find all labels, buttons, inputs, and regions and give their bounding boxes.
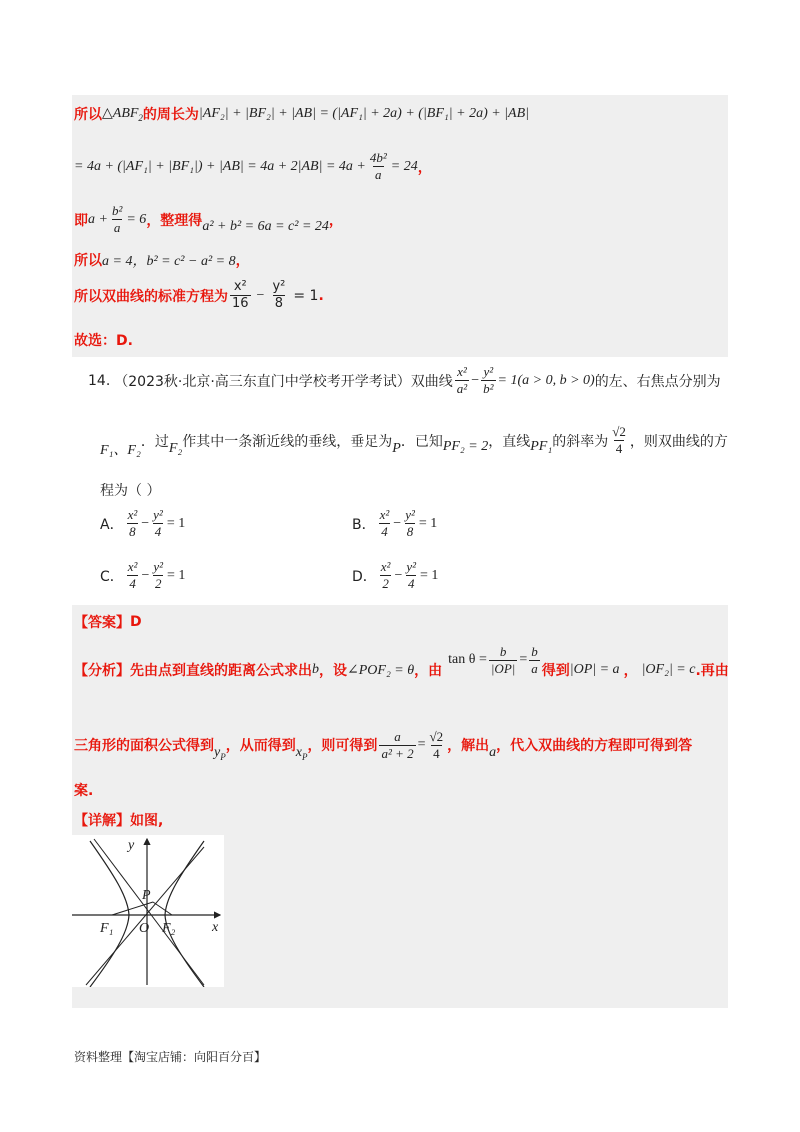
equals-one: = 1 [166, 515, 186, 531]
yp-symbol: $y_P$ [214, 744, 226, 762]
solution-line-4 [74, 250, 250, 270]
text-dairu: ，代入双曲线的方程即可得到答 [496, 738, 693, 754]
question-14-line-3: 程为（ ） [100, 483, 161, 499]
formula-line3-a: a + [88, 211, 108, 227]
text-congerdedao: ，从而得到 [225, 738, 296, 754]
a-symbol: a [489, 745, 497, 760]
left-branch [90, 841, 129, 987]
hyperbola-diagram [72, 835, 224, 987]
analysis-line-3: 案. [74, 783, 94, 799]
text-zekededao: ，则可得到 [307, 738, 378, 754]
angle-pof2: ∠POF₂ = θ [347, 662, 415, 678]
fraction-sqrt2-over-4: $\frac{√2}{4}$ [429, 728, 444, 761]
minus-sign: − [141, 567, 150, 583]
hyperbola-condition: = 1(a > 0, b > 0) [497, 372, 595, 388]
text-she: ，设 [319, 663, 347, 679]
question-number: 14. [88, 372, 111, 389]
option-frac-y: $\frac{\text{y²}}{4}$ [406, 559, 417, 591]
xp-symbol: $x_P$ [295, 744, 308, 762]
text-yizhi: ．已知 [400, 433, 443, 450]
text-standard-equation: 所以双曲线的标准方程为 [74, 288, 228, 305]
equals-one: = 1 [293, 287, 319, 304]
text-then: ，则双曲线的方 [629, 433, 728, 450]
option-b[interactable] [352, 508, 437, 539]
triangle-abf2: $\triangle ABF_2$ [102, 106, 143, 123]
segment-pf2 [153, 902, 172, 915]
analysis-text-2: 三角形的面积公式得到 [74, 738, 214, 754]
pf2-equals-2: PF₂ = 2 [442, 438, 489, 454]
point-p-label: P [142, 888, 151, 903]
y-axis-label: y [128, 838, 135, 853]
perimeter-formula: |AF₂| + |BF₂| + |AB| = (|AF₁| + 2a) + (|BF₁| + 2a) + |AB| [198, 106, 529, 121]
x-axis-label: x [212, 920, 219, 935]
b-symbol: b [312, 662, 319, 677]
text-guo: ．过 [140, 433, 169, 450]
period: . [318, 287, 324, 304]
fraction-4b2-over-a: $\frac{\text{4b²}}{a}$ [369, 150, 387, 182]
comma: ， [623, 663, 638, 679]
option-label: B． [352, 516, 376, 533]
minus-sign: − [393, 515, 402, 531]
text-ji: 即 [74, 212, 88, 229]
analysis-tag: 【分析】 [74, 663, 130, 679]
solution-line-3 [74, 204, 343, 235]
foci-text: 的左、右焦点分别为 [594, 373, 721, 390]
equals-one: = 1 [418, 515, 438, 531]
op-equals-a: |OP| = a [569, 662, 620, 677]
of2-equals-c: |OF₂| = c [641, 662, 696, 677]
text-slope: 的斜率为 [552, 433, 609, 450]
text-perimeter: 的周长为 [142, 107, 199, 123]
pf1-symbol: PF₁ [530, 438, 553, 454]
minus-sign: − [394, 567, 403, 583]
minus-sign: − [471, 372, 480, 388]
question-14-line-2 [100, 425, 728, 456]
comma: ， [417, 159, 432, 176]
fraction-b-over-op: $\frac{b}{|OP|}$ [490, 643, 516, 676]
option-frac-x: $\frac{\text{x²}}{8}$ [127, 507, 138, 539]
answer-value: D [130, 614, 142, 630]
page-footer: 资料整理【淘宝店铺：向阳百分百】 [74, 1050, 267, 1064]
tan-theta: tan θ = [448, 652, 487, 667]
option-frac-x: $\frac{\text{x²}}{2}$ [380, 559, 391, 591]
p-symbol: P [392, 440, 401, 456]
tan-formula [448, 645, 542, 676]
text-zhixian: ，直线 [488, 433, 531, 450]
fraction-b2-over-a: $\frac{\text{b²}}{a}$ [111, 203, 123, 235]
fraction-y2-over-8: $\frac{\text{y²}}{8}$ [272, 279, 286, 311]
analysis-text-1: 先由点到直线的距离公式求出 [130, 663, 312, 679]
text-jiechu: ，解出 [447, 738, 490, 754]
text-zaiyou: .再由 [695, 663, 729, 679]
formula-line4: a = 4，b² = c² − a² = 8 [102, 254, 236, 269]
hyperbola-figure [72, 835, 224, 987]
choose-d: 故选：D. [74, 333, 133, 349]
f2-symbol: F₂ [168, 440, 183, 456]
fraction-b-over-a: $\frac{b}{a}$ [531, 643, 538, 676]
option-frac-x: $\frac{\text{x²}}{4}$ [127, 559, 138, 591]
equals-one: = 1 [167, 567, 186, 583]
formula-line3-b: = 6 [126, 211, 147, 227]
solution-line-1 [74, 104, 529, 124]
option-frac-y: $\frac{\text{y²}}{4}$ [153, 507, 163, 539]
option-label: A． [100, 516, 124, 533]
text-you: ，由 [414, 663, 443, 679]
question-14-line-1 [88, 365, 721, 396]
point-o-label: O [139, 921, 150, 936]
equals-sign: = [417, 737, 426, 752]
foci-f1-f2: F₁、F₂ [100, 442, 141, 458]
fraction-x2-over-16: $\frac{\text{x²}}{16}$ [232, 279, 249, 311]
point-f1-label: F₁ [100, 921, 114, 936]
minus-sign: − [141, 515, 150, 531]
answer-line [74, 612, 142, 632]
option-d[interactable] [352, 560, 438, 591]
point-f2-label: F₂ [162, 921, 176, 936]
minus-sign: − [256, 287, 265, 303]
question-source: （2023秋·北京·高三东直门中学校考开学考试）双曲线 [114, 373, 453, 390]
option-c[interactable] [100, 560, 185, 591]
text-prefix: 所以 [74, 107, 102, 123]
solution-line-5 [74, 280, 324, 311]
detail-text: 如图, [130, 813, 164, 829]
option-label: C． [100, 568, 124, 585]
formula-line2-b: = 24 [390, 158, 418, 174]
equals-one: = 1 [420, 567, 439, 583]
formula-line2-a: = 4a + (|AF₁| + |BF₁|) + |AB| = 4a + 2|AB| = 4a + [74, 158, 366, 174]
formula-line3-c: a² + b² = 6a = c² = 24 [202, 218, 329, 234]
fraction-sqrt2-over-4: $\frac{√2}{4}$ [612, 424, 626, 456]
analysis-line-1 [74, 640, 729, 700]
comma: ， [235, 253, 250, 269]
detail-tag: 【详解】 [74, 813, 130, 829]
option-label: D． [352, 568, 377, 585]
analysis-line-2 [74, 720, 692, 770]
equals-sign: = [519, 652, 528, 667]
option-frac-y: $\frac{\text{y²}}{2}$ [153, 559, 164, 591]
detail-line [74, 810, 163, 830]
fraction-a-over-a2plus2: $\frac{a}{\text{a² + 2}}$ [381, 728, 414, 761]
solution-line-2 [74, 151, 432, 182]
answer-tag: 【答案】 [74, 615, 130, 631]
text-zhengli: ，整理得 [146, 212, 203, 229]
fraction-x2-over-a2: $\frac{\text{x²}}{\text{a²}}$ [456, 364, 468, 396]
option-frac-y: $\frac{\text{y²}}{8}$ [405, 507, 415, 539]
comma: ， [328, 212, 343, 229]
option-a[interactable] [100, 508, 185, 539]
text-suoyi: 所以 [74, 253, 102, 269]
text-dedao: 得到 [541, 663, 570, 679]
fraction-y2-over-b2: $\frac{\text{y²}}{\text{b²}}$ [483, 364, 494, 396]
option-frac-x: $\frac{\text{x²}}{4}$ [379, 507, 390, 539]
text-perpendicular: 作其中一条渐近线的垂线，垂足为 [182, 433, 393, 450]
